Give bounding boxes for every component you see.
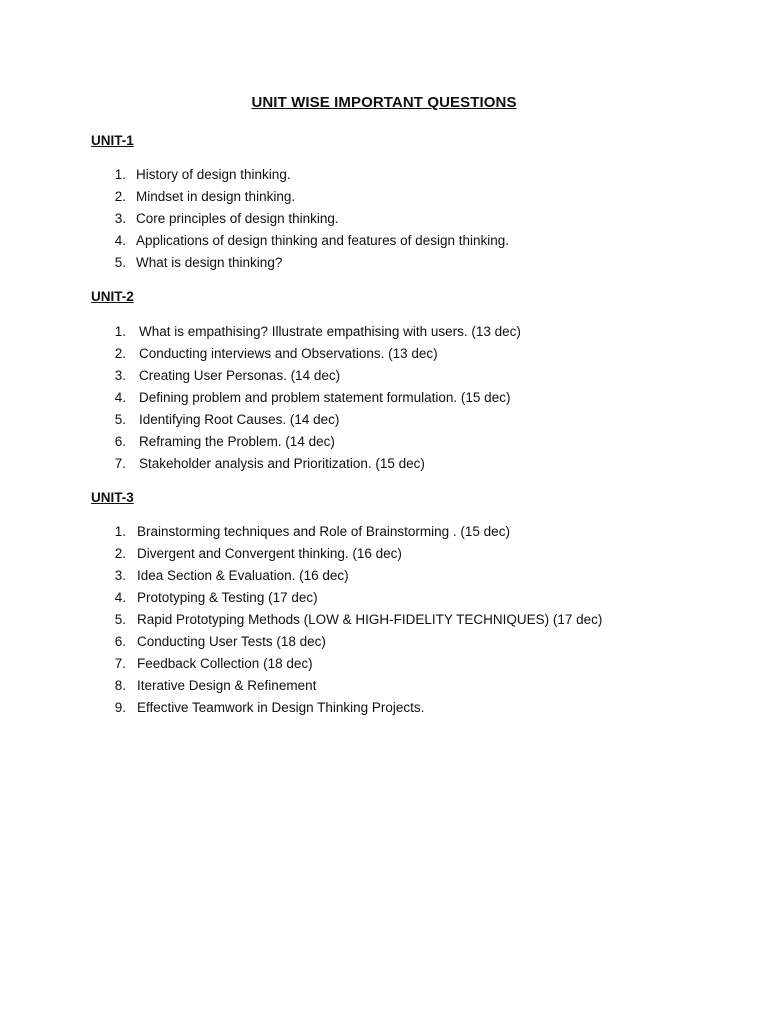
unit-2-heading: UNIT-2 [91, 289, 134, 304]
question-number: 7. [114, 656, 126, 671]
question-text: Effective Teamwork in Design Thinking Projects. [137, 700, 425, 715]
question-number: 5. [114, 255, 126, 270]
question-number: 5. [114, 412, 126, 427]
question-text: Iterative Design & Refinement [137, 678, 317, 693]
question-text: Applications of design thinking and features of design thinking. [136, 233, 509, 248]
unit-1-heading: UNIT-1 [91, 133, 134, 148]
question-number: 1. [114, 524, 126, 539]
question-text: Creating User Personas. (14 dec) [139, 368, 341, 383]
question-number: 8. [114, 678, 126, 693]
question-text: History of design thinking. [136, 167, 291, 182]
question-number: 4. [114, 390, 126, 405]
question-number: 3. [114, 368, 126, 383]
question-text: Conducting User Tests (18 dec) [137, 634, 326, 649]
document-title: UNIT WISE IMPORTANT QUESTIONS [251, 94, 517, 111]
question-text: Identifying Root Causes. (14 dec) [139, 412, 340, 427]
question-number: 3. [114, 568, 126, 583]
question-number: 2. [114, 346, 126, 361]
question-text: What is design thinking? [136, 255, 283, 270]
question-text: Core principles of design thinking. [136, 211, 339, 226]
unit-3-heading: UNIT-3 [91, 490, 134, 505]
question-number: 4. [114, 590, 126, 605]
question-number: 2. [114, 546, 126, 561]
question-text: Prototyping & Testing (17 dec) [137, 590, 318, 605]
question-number: 7. [114, 456, 126, 471]
question-number: 6. [114, 634, 126, 649]
question-number: 4. [114, 233, 126, 248]
question-text: Divergent and Convergent thinking. (16 dec) [137, 546, 402, 561]
question-text: Brainstorming techniques and Role of Brainstorming . (15 dec) [137, 524, 510, 539]
question-text: Feedback Collection (18 dec) [137, 656, 313, 671]
question-text: Rapid Prototyping Methods (LOW & HIGH-FIDELITY TECHNIQUES) (17 dec) [137, 612, 603, 627]
question-number: 1. [114, 324, 126, 339]
question-text: Mindset in design thinking. [136, 189, 296, 204]
question-text: Stakeholder analysis and Prioritization. (15 dec) [139, 456, 425, 471]
question-number: 2. [114, 189, 126, 204]
question-text: What is empathising? Illustrate empathising with users. (13 dec) [139, 324, 521, 339]
question-number: 9. [114, 700, 126, 715]
question-number: 1. [114, 167, 126, 182]
question-number: 6. [114, 434, 126, 449]
question-text: Defining problem and problem statement formulation. (15 dec) [139, 390, 511, 405]
question-number: 3. [114, 211, 126, 226]
question-text: Idea Section & Evaluation. (16 dec) [137, 568, 349, 583]
question-text: Reframing the Problem. (14 dec) [139, 434, 335, 449]
question-number: 5. [114, 612, 126, 627]
question-text: Conducting interviews and Observations. (13 dec) [139, 346, 438, 361]
